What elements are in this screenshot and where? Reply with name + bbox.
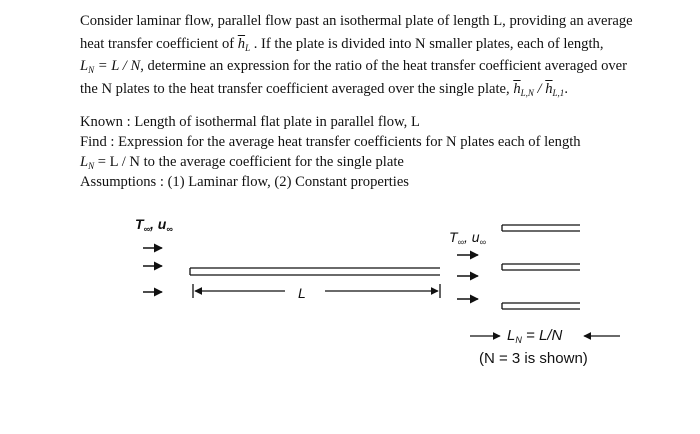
plate-segment	[502, 303, 580, 309]
problem-line-4-end: .	[564, 80, 568, 97]
plate-segment	[502, 264, 580, 270]
h-bar-symbol: $\overline{h}$	[237, 35, 246, 52]
left-flow-arrows	[143, 248, 162, 292]
problem-line-2-tail: . If the plate is divided into N smaller plates, each of length,	[253, 35, 604, 52]
length-dimension	[193, 284, 440, 298]
problem-line-4: the N plates to the heat transfer coefficient averaged over the single plate, $\overline{h}_{L,N} / \overline{h}_{L,1}$.	[80, 80, 568, 98]
ratio-numerator-symbol: $\overline{h}$	[513, 80, 521, 97]
find-line-2-text: = L / N to the average coefficient for the single plate	[97, 154, 404, 170]
plate-segment	[502, 225, 580, 231]
h-bar-subscript: L	[245, 42, 251, 53]
known-line: Known : Length of isothermal flat plate in parallel flow, L	[80, 114, 420, 130]
length-label: L	[298, 285, 306, 301]
assumptions-line: Assumptions : (1) Laminar flow, (2) Constant properties	[80, 174, 409, 190]
problem-line-1: Consider laminar flow, parallel flow past an isothermal plate of length L, providing an average	[80, 13, 633, 29]
find-line: Find : Expression for the average heat transfer coefficients for N plates each of length	[80, 134, 581, 150]
ratio-numerator-subscript: L,N	[520, 87, 534, 98]
ln-label: $L_N = L/N$	[507, 327, 563, 345]
n-shown-note: (N = 3 is shown)	[479, 350, 588, 367]
right-freestream-label: $T_\infty$, $u_\infty$	[449, 229, 486, 247]
ratio-denominator-symbol: $\overline{h}$	[545, 80, 553, 97]
left-freestream-label: $T_\infty$, $u_\infty$	[135, 216, 173, 234]
problem-line-2-text: heat transfer coefficient of	[80, 35, 235, 52]
single-plate	[190, 268, 440, 275]
right-flow-arrows	[457, 255, 478, 299]
ln-subscript: N	[88, 65, 95, 75]
problem-line-3-tail: , determine an expression for the ratio of the heat transfer coefficient averaged over	[140, 58, 628, 74]
problem-line-4-text: the N plates to the heat transfer coefficient averaged over the single plate,	[80, 80, 510, 97]
segmented-plates	[502, 225, 580, 309]
find-ln-symbol: L	[80, 154, 89, 170]
ln-equation: = L / N	[97, 58, 141, 74]
find-ln-subscript: N	[88, 161, 95, 171]
ln-symbol: L	[80, 58, 89, 74]
ratio-denominator-subscript: L,1	[552, 87, 565, 98]
